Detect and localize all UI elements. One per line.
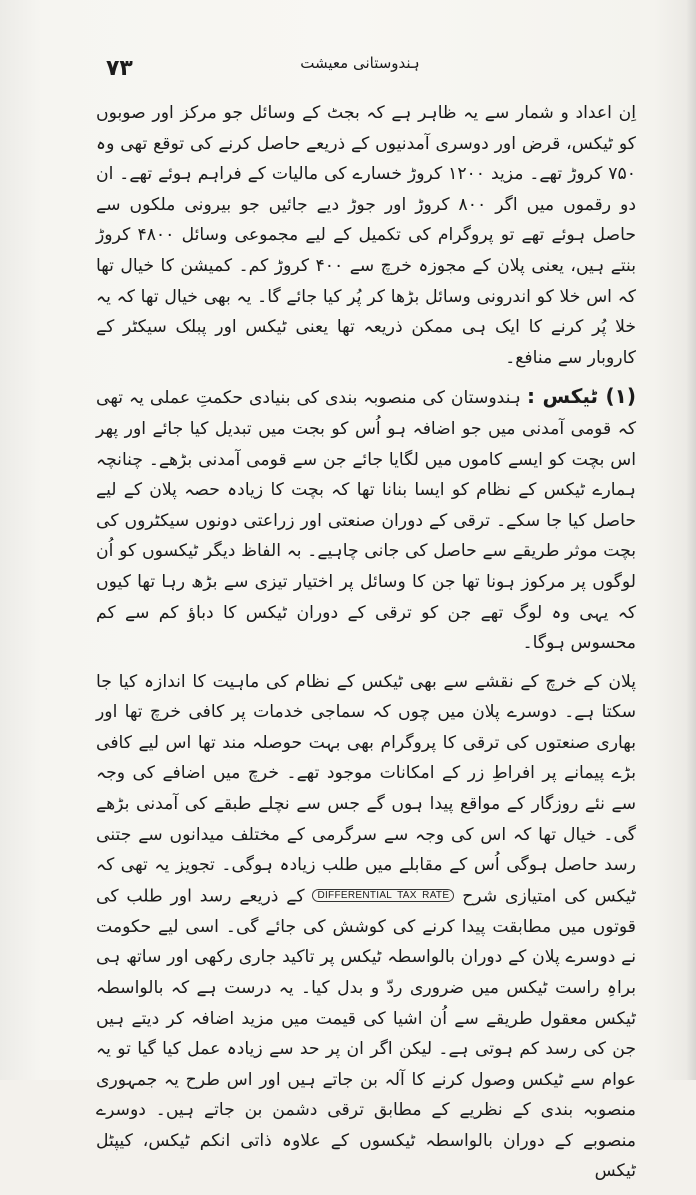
body-text bbox=[96, 98, 636, 1195]
page-edge-shadow bbox=[686, 0, 696, 1080]
paragraph-plan-text-a: پلان کے خرچ کے نقشے سے بھی ٹیکس کے نظام کی ماہیت کا اندازہ کیا جا سکتا ہے۔ دوسرے پلان میں چوں کہ سماجی خدمات پر کافی خرچ تھا اور بھاری صنعتوں کی ترقی کا پروگرام بھی بہت حوصلہ مند تھا اس لیے کافی بڑے پیمانے پر افراطِ زر کے امکانات موجود تھے۔ خرچ میں اضافے کی وجہ سے نئے روزگار کے مواقع پیدا ہوں گے جس سے نچلے طبقے کی آمدنی بڑھے گی۔ خیال تھا کہ اس کی وجہ سے سرگرمی کے مختلف میدانوں سے جتنی رسد حاصل ہوگی اُس کے مقابلے میں طلب زیادہ ہوگی۔ تجویز یہ تھی کہ ٹیکس کی امتیازی شرح bbox=[96, 671, 636, 907]
paragraph-budget-resources: اِن اعداد و شمار سے یہ ظاہر ہے کہ بجٹ کے وسائل جو مرکز اور صوبوں کو ٹیکس، قرض اور دوسری آمدنیوں کے ذریعے حاصل کرنے کی توقع تھی وہ ۷۵۰ کروڑ تھے۔ مزید ۱۲۰۰ کروڑ خسارے کی مالیات کے فراہم ہوئے تھے۔ ان دو رقموں میں اگر ۸۰۰ کروڑ اور جوڑ دیے جائیں جو بیرونی ملکوں سے حاصل ہوئے تھے تو پروگرام کی تکمیل کے لیے مجموعی وسائل ۴۸۰۰ کروڑ بنتے ہیں، یعنی پلان کے مجوزہ خرچ سے ۴۰۰ کروڑ کم۔ کمیشن کا خیال تھا کہ اس خلا کو اندرونی وسائل بڑھا کر پُر کیا جائے گا۔ یہ بھی خیال تھا کہ یہ خلا پُر کرنے کا ایک ہی ممکن ذریعہ تھا یعنی ٹیکس اور پبلک سیکٹر کے کاروبار سے منافع۔ bbox=[96, 103, 636, 368]
differential-tax-rate-note: DIFFERENTIAL TAX RATE bbox=[312, 889, 454, 902]
running-head: ہندوستانی معیشت bbox=[300, 54, 420, 72]
section-heading-taxes: (۱) ٹیکس : bbox=[526, 384, 637, 409]
page-number: ۷۳ bbox=[106, 56, 133, 81]
page-header bbox=[80, 50, 640, 90]
paragraph-plan-expenditure bbox=[96, 667, 636, 1187]
paragraph-taxes-text: ہندوستان کی منصوبہ بندی کی بنیادی حکمتِ عملی یہ تھی کہ قومی آمدنی میں جو اضافہ ہو اُس کو بجت میں تبدیل کیا جائے اور پھر اس بچت کو ایسے کاموں میں لگایا جائے جن سے قومی آمدنی بڑھے۔ چنانچہ ہمارے ٹیکس کے نظام کو ایسا بنانا تھا کہ بچت کا زیادہ حصہ پلان کے لیے حاصل کیا جا سکے۔ ترقی کے دوران صنعتی اور زراعتی دونوں سیکٹروں کی بچت موثر طریقے سے حاصل کی جانی چاہیے۔ بہ الفاظ دیگر ٹیکسوں کو اُن لوگوں پر مرکوز ہونا تھا جن کا وسائل پر اختیار تیزی سے بڑھ رہا تھا کیوں کہ یہی وہ لوگ تھے جن کو ترقی کے دوران ٹیکس کا دباؤ کم سے کم محسوس ہوگا۔ bbox=[96, 388, 636, 654]
paragraph-taxes bbox=[96, 381, 636, 658]
paragraph-plan-text-b: کے ذریعے رسد اور طلب کی قوتوں میں مطابقت پیدا کرنے کی کوشش کی جائے گی۔ اسی لیے حکومت نے دوسرے پلان کے دوران بالواسطہ ٹیکس پر تاکید جاری رکھی اور ساتھ ہی براہِ راست ٹیکس میں ضروری ردّ و بدل کیا۔ یہ درست ہے کہ بالواسطہ ٹیکس معقول طریقے سے اُن اشیا کی قیمت میں مزید اضافہ کر دیتے ہیں جن کی رسد کم ہوتی ہے۔ لیکن اگر ان پر حد سے زیادہ عمل کیا گیا تو یہ عوام سے ٹیکس وصول کرنے کا آلہ بن جاتے ہیں اور اس طرح یہ جمہوری منصوبہ بندی کے نظریے کے مطابق ترقی دشمن بن جاتے ہیں۔ دوسرے منصوبے کے دوران بالواسطہ ٹیکسوں کے علاوہ ذاتی انکم ٹیکس، کیپٹل ٹیکس bbox=[96, 886, 636, 1182]
